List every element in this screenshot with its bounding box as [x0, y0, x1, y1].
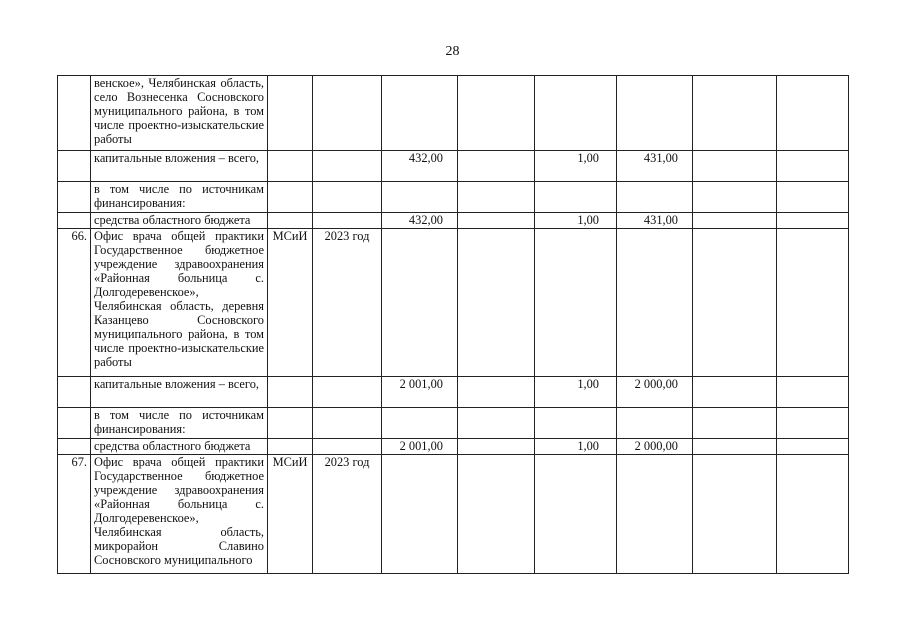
amount-col5 [458, 408, 535, 439]
amount-col7: 431,00 [617, 151, 693, 182]
executor [268, 76, 313, 151]
amount-col8 [693, 439, 777, 455]
object-name: средства областного бюджета [91, 439, 268, 455]
financing-table [57, 75, 849, 574]
amount-col9 [777, 377, 849, 408]
amount-total: 432,00 [382, 213, 458, 229]
row-number [58, 76, 91, 151]
period [313, 377, 382, 408]
row-number: 67. [58, 455, 91, 574]
amount-col9 [777, 439, 849, 455]
amount-col9 [777, 213, 849, 229]
object-name: в том числе по источникам финансирования: [91, 182, 268, 213]
executor [268, 439, 313, 455]
amount-col7: 431,00 [617, 213, 693, 229]
amount-col8 [693, 408, 777, 439]
row-number: 66. [58, 229, 91, 377]
amount-col9 [777, 76, 849, 151]
amount-col7 [617, 76, 693, 151]
object-name: венское», Челябинская область, село Вознесенка Сосновского муниципального района, в том числе проектно-изыскательские работы [91, 76, 268, 151]
amount-col6 [535, 182, 617, 213]
amount-col6 [535, 455, 617, 574]
amount-col9 [777, 229, 849, 377]
period: 2023 год [313, 455, 382, 574]
amount-col6 [535, 76, 617, 151]
table-row [58, 408, 849, 439]
amount-col6: 1,00 [535, 213, 617, 229]
period [313, 182, 382, 213]
amount-col8 [693, 213, 777, 229]
period [313, 151, 382, 182]
row-number [58, 408, 91, 439]
object-name: средства областного бюджета [91, 213, 268, 229]
amount-col5 [458, 76, 535, 151]
amount-col6: 1,00 [535, 151, 617, 182]
amount-col8 [693, 76, 777, 151]
amount-col8 [693, 377, 777, 408]
amount-col9 [777, 182, 849, 213]
table-row [58, 439, 849, 455]
period [313, 439, 382, 455]
period: 2023 год [313, 229, 382, 377]
object-name: в том числе по источникам финансирования: [91, 408, 268, 439]
executor [268, 377, 313, 408]
amount-total [382, 229, 458, 377]
row-number [58, 377, 91, 408]
table-row [58, 377, 849, 408]
amount-col6 [535, 229, 617, 377]
table-row [58, 213, 849, 229]
executor: МСиИ [268, 229, 313, 377]
executor [268, 408, 313, 439]
amount-col9 [777, 408, 849, 439]
page-number: 28 [445, 44, 460, 59]
amount-col5 [458, 151, 535, 182]
period [313, 213, 382, 229]
amount-col7 [617, 455, 693, 574]
object-name: капитальные вложения – всего, [91, 151, 268, 182]
amount-col7 [617, 182, 693, 213]
amount-col6: 1,00 [535, 377, 617, 408]
amount-col5 [458, 455, 535, 574]
amount-col9 [777, 455, 849, 574]
amount-col5 [458, 213, 535, 229]
amount-col6 [535, 408, 617, 439]
amount-col8 [693, 151, 777, 182]
row-number [58, 182, 91, 213]
amount-col8 [693, 455, 777, 574]
table-row [58, 151, 849, 182]
table-row [58, 455, 849, 574]
amount-col9 [777, 151, 849, 182]
object-name: Офис врача общей практики Государственное бюджетное учреждение здравоохранения «Районная больница с. Долгодеревенское», Челябинская область, деревня Казанцево Сосновского муниципального района, в том числе проектно-изыскательские работы [91, 229, 268, 377]
row-number [58, 213, 91, 229]
table-row [58, 229, 849, 377]
table-row [58, 182, 849, 213]
amount-col7 [617, 408, 693, 439]
object-name: Офис врача общей практики Государственное бюджетное учреждение здравоохранения «Районная больница с. Долгодеревенское», Челябинская область, микрорайон Славино Сосновского муниципального [91, 455, 268, 574]
executor [268, 213, 313, 229]
amount-total: 432,00 [382, 151, 458, 182]
row-number [58, 439, 91, 455]
period [313, 76, 382, 151]
amount-col5 [458, 182, 535, 213]
object-name: капитальные вложения – всего, [91, 377, 268, 408]
amount-col5 [458, 439, 535, 455]
amount-col8 [693, 182, 777, 213]
amount-total [382, 76, 458, 151]
amount-total [382, 182, 458, 213]
executor: МСиИ [268, 455, 313, 574]
amount-total: 2 001,00 [382, 439, 458, 455]
amount-col7 [617, 229, 693, 377]
amount-col7: 2 000,00 [617, 377, 693, 408]
executor [268, 182, 313, 213]
amount-col7: 2 000,00 [617, 439, 693, 455]
amount-col6: 1,00 [535, 439, 617, 455]
executor [268, 151, 313, 182]
amount-col5 [458, 229, 535, 377]
amount-col8 [693, 229, 777, 377]
amount-total: 2 001,00 [382, 377, 458, 408]
amount-total [382, 408, 458, 439]
row-number [58, 151, 91, 182]
period [313, 408, 382, 439]
table-row [58, 76, 849, 151]
amount-total [382, 455, 458, 574]
amount-col5 [458, 377, 535, 408]
